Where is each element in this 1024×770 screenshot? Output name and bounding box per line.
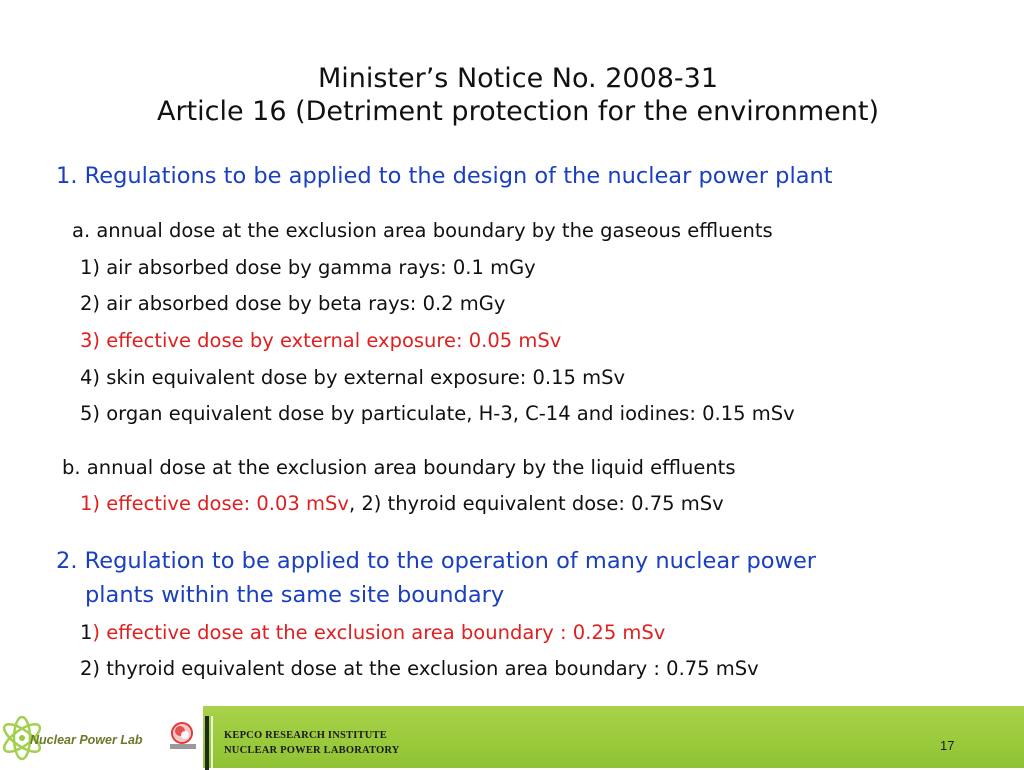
section-2-item-1-text: ) effective dose at the exclusion area boundary : 0.25 mSv	[92, 621, 666, 644]
footer-logo-area	[0, 706, 203, 768]
section-1a-item-2: 2) air absorbed dose by beta rays: 0.2 mGy	[80, 292, 506, 315]
section-1b-items	[80, 492, 724, 515]
nuclear-power-lab-logo	[0, 706, 203, 768]
institute-name-line-2: NUCLEAR POWER LABORATORY	[224, 745, 400, 756]
section-1-heading: 1. Regulations to be applied to the design of the nuclear power plant	[56, 163, 833, 189]
footer-divider	[205, 716, 209, 770]
slide-footer	[0, 706, 1024, 768]
kepco-emblem-icon	[170, 723, 196, 749]
section-1a-item-1: 1) air absorbed dose by gamma rays: 0.1 mGy	[80, 256, 536, 279]
section-2-item-2: 2) thyroid equivalent dose at the exclusion area boundary : 0.75 mSv	[80, 657, 759, 680]
logo-text: Nuclear Power Lab	[30, 733, 143, 747]
section-1b-item-1: 1) effective dose: 0.03 mSv	[80, 492, 349, 515]
section-1a-heading: a. annual dose at the exclusion area boundary by the gaseous effluents	[72, 219, 773, 242]
footer-divider-highlight	[211, 716, 213, 770]
section-1a-item-4: 4) skin equivalent dose by external exposure: 0.15 mSv	[80, 366, 626, 389]
section-1a-item-3: 3) effective dose by external exposure: 0.05 mSv	[80, 329, 562, 352]
section-2-item-1	[80, 621, 665, 644]
section-1b-item-2: , 2) thyroid equivalent dose: 0.75 mSv	[348, 492, 724, 515]
section-2-heading-line-2: plants within the same site boundary	[85, 582, 505, 608]
title-line-2: Article 16 (Detriment protection for the environment)	[156, 96, 880, 127]
page-number: 17	[940, 738, 955, 753]
section-2-item-1-prefix: 1	[80, 621, 93, 644]
slide-title	[0, 62, 1024, 128]
section-1b-heading: b. annual dose at the exclusion area boundary by the liquid effluents	[62, 456, 736, 479]
section-1a-item-5: 5) organ equivalent dose by particulate, H-3, C-14 and iodines: 0.15 mSv	[80, 402, 795, 425]
institute-name-line-1: KEPCO RESEARCH INSTITUTE	[224, 730, 387, 741]
section-2-heading-line-1: 2. Regulation to be applied to the operation of many nuclear power	[56, 548, 817, 574]
title-line-1: Minister’s Notice No. 2008-31	[317, 63, 719, 94]
